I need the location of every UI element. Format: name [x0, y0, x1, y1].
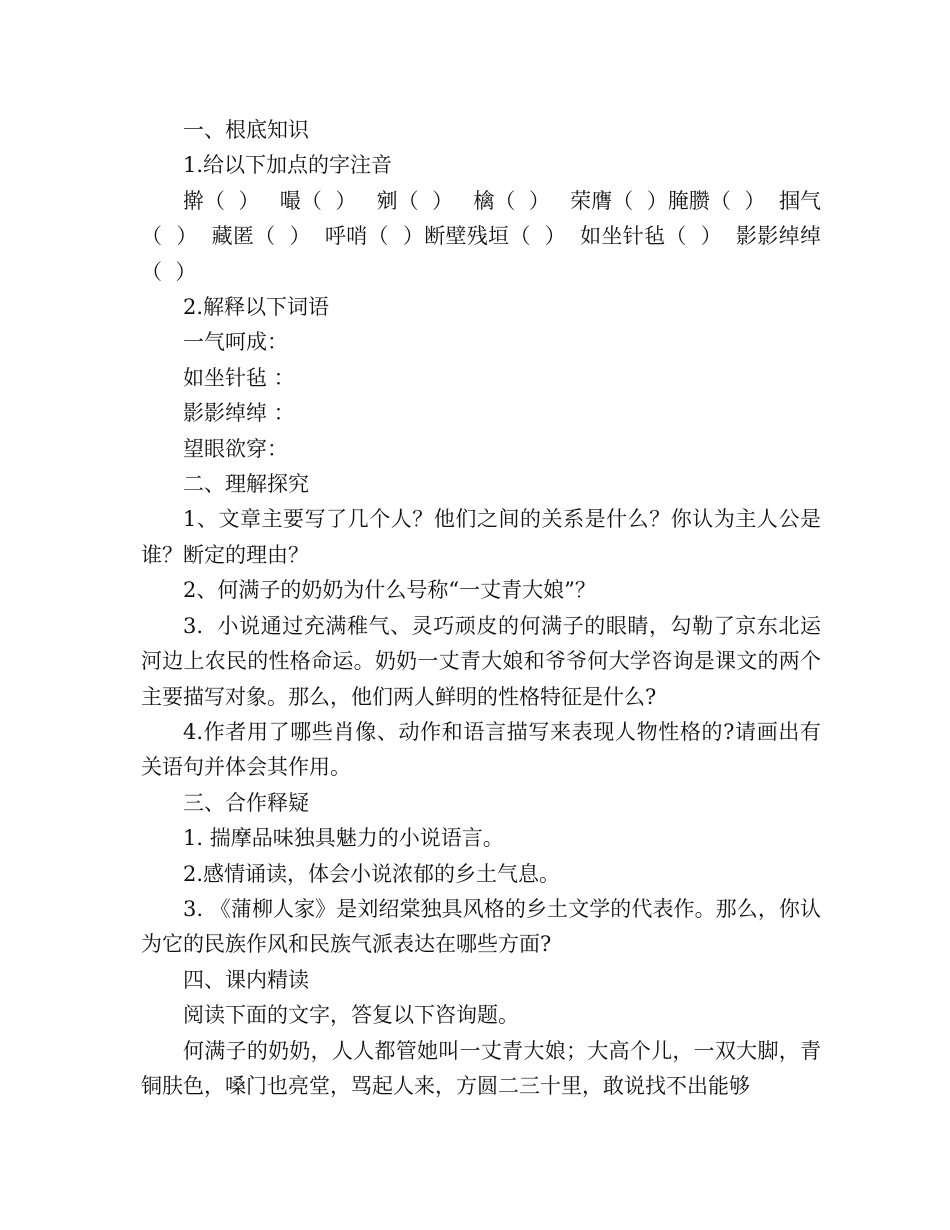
vocab-item: 影影绰绰 ：: [183, 401, 295, 426]
question-paragraph: 2、何满子的奶奶为什么号称“一丈青大娘”？: [183, 578, 596, 603]
question-paragraph: 3. 《蒲柳人家》是刘绍棠独具风格的乡土文学的代表作。那么，你认为它的民族作风和民族气派表达在哪些方面?: [141, 896, 821, 957]
document-body: [141, 113, 821, 1104]
question-paragraph: 3. 小说通过充满稚气、灵巧顽皮的何满子的眼睛，勾勒了京东北运河边上农民的性格命运。奶奶一丈青大娘和爷爷何大学咨询是课文的两个主要描写对象。那么，他们两人鲜明的性格特征是什么?: [141, 613, 821, 709]
question-paragraph: 4.作者用了哪些肖像、动作和语言描写来表现人物性格的?请画出有关语句并体会其作用。: [141, 719, 821, 780]
vocab-item: 一气呵成：: [183, 330, 288, 355]
section-heading-basic-knowledge: 一、根底知识: [183, 118, 309, 142]
reading-passage: 何满子的奶奶，人人都管她叫一丈青大娘；大高个儿，一双大脚，青铜肤色，嗓门也亮堂，骂起人来，方圆二三十里，敢说找不出能够: [141, 1038, 821, 1098]
vocab-item: 如坐针毡 ：: [183, 365, 295, 390]
question-paragraph: 2.感情诵读，体会小说浓郁的乡土气息。: [183, 861, 561, 886]
question-pinyin-heading: 1.给以下加点的字注音: [183, 153, 393, 178]
question-paragraph: 1、文章主要写了几个人？他们之间的关系是什么？你认为主人公是谁？断定的理由？: [141, 507, 821, 567]
section-heading-close-reading: 四、课内精读: [183, 967, 309, 992]
vocab-item: 望眼欲穿：: [183, 436, 288, 461]
question-explain-words-heading: 2.解释以下词语: [183, 295, 330, 320]
pinyin-characters-list: 擀（ ） 嘬（ ） 剜（ ） 檎（ ） 荣膺（ ）腌臜（ ） 掴气（ ） 藏匿（ ） 呼哨（ ）断壁残垣（ ） 如坐针毡（ ） 影影绰绰（ ）: [141, 188, 821, 284]
instruction-paragraph: 阅读下面的文字，答复以下咨询题。: [183, 1003, 519, 1028]
section-heading-cooperation: 三、合作释疑: [183, 790, 309, 815]
section-heading-understanding: 二、理解探究: [183, 472, 309, 497]
question-paragraph: 1. 揣摩品味独具魅力的小说语言。: [183, 826, 504, 851]
